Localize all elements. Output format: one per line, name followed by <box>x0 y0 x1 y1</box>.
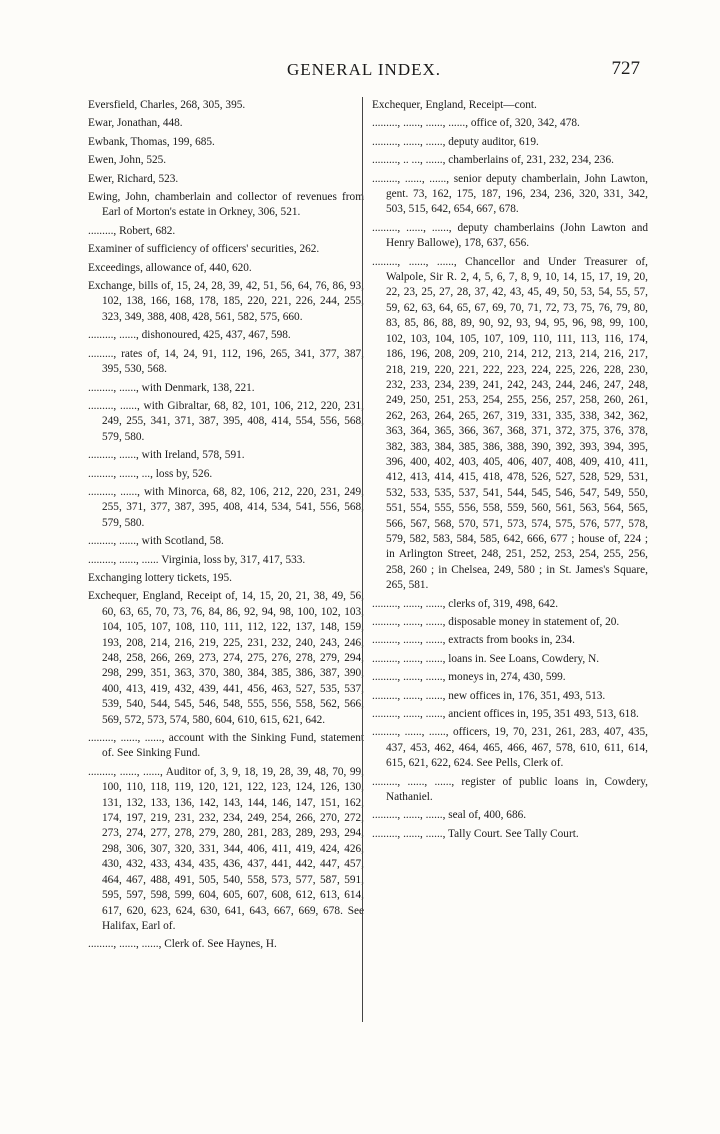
index-entry: Exceedings, allowance of, 440, 620. <box>88 261 252 274</box>
index-entry: ........., ......, with Ireland, 578, 591. <box>88 449 245 462</box>
index-entry: Exchequer, England, Receipt of, 14, 15, 20, 21, 38, 49, 56, 60, 63, 65, 70, 73, 76, 84, 86, 92, 94, 98, 100, 102, 103, 104, 105, 107, 108, 110, 111, 112, 122, 137, 148, 159, 193, 208, 214, 216, 219, 225, 231, 232, 240, 243, 246, 248, 258, 266, 269, 273, 274, 275, 276, 278, 279, 294, 298, 299, 351, 363, 370, 380, 384, 385, 386, 387, 390, 400, 413, 419, 432, 439, 441, 456, 463, 527, 535, 537, 539, 540, 544, 545, 546, 548, 555, 556, 558, 562, 566, 569, 572, 573, 574, 580, 604, 610, 615, 621, 642. <box>88 590 364 726</box>
index-entry: ........., ......, with Gibraltar, 68, 82, 101, 106, 212, 220, 231, 249, 255, 341, 371, 387, 395, 408, 414, 554, 556, 568, 579, 580. <box>88 399 364 443</box>
index-entry: ........., ......, ......, officers, 19, 70, 231, 261, 283, 407, 435, 437, 453, 462, 464, 465, 466, 467, 578, 610, 611, 614, 615, 621, 622, 624. See Pells, Clerk of. <box>372 726 648 770</box>
index-entry: ........., ......, ......, seal of, 400, 686. <box>372 809 527 822</box>
index-entry: ........., ......, ......, Chancellor and Under Treasurer of, Walpole, Sir R. 2, 4, 5, 6, 7, 8, 9, 10, 14, 15, 17, 19, 20, 22, 23, 25, 27, 28, 37, 42, 43, 45, 49, 50, 53, 54, 55, 57, 59, 62, 63, 64, 65, 67, 69, 70, 71, 72, 73, 75, 76, 79, 80, 83, 85, 86, 88, 89, 90, 92, 93, 94, 95, 96, 98, 99, 100, 102, 103, 104, 105, 107, 109, 110, 111, 113, 116, 174, 186, 196, 208, 209, 210, 214, 212, 213, 214, 216, 217, 218, 219, 220, 221, 222, 223, 224, 225, 226, 228, 230, 232, 233, 234, 239, 241, 242, 243, 244, 246, 247, 248, 249, 250, 251, 253, 254, 255, 256, 257, 258, 260, 261, 262, 263, 264, 265, 267, 319, 331, 335, 338, 342, 362, 363, 364, 365, 366, 367, 368, 371, 372, 375, 376, 378, 382, 383, 384, 385, 386, 388, 390, 392, 393, 394, 395, 396, 400, 402, 403, 405, 406, 407, 408, 409, 410, 411, 412, 413, 414, 415, 418, 478, 526, 527, 528, 529, 531, 532, 533, 535, 537, 541, 544, 545, 546, 547, 549, 550, 551, 554, 555, 556, 558, 559, 560, 561, 563, 564, 565, 566, 567, 568, 570, 571, 573, 574, 575, 576, 577, 578, 579, 582, 583, 584, 585, 642, 666, 677 ; house of, 224 ; in Arlington Street, 248, 251, 252, 253, 254, 255, 256, 258, 260 ; in Chelsea, 249, 580 ; in St. James's Square, 265, 581. <box>372 255 648 592</box>
index-entry: Examiner of sufficiency of officers' securities, 262. <box>88 243 320 256</box>
index-entry: ........., ......, ......, extracts from books in, 234. <box>372 634 576 647</box>
index-entry: ........., Robert, 682. <box>88 224 176 237</box>
index-entry: ........., ......, ......, ......, office of, 320, 342, 478. <box>372 117 580 130</box>
index-entry: Eversfield, Charles, 268, 305, 395. <box>88 99 246 111</box>
index-entry: Ewbank, Thomas, 199, 685. <box>88 135 215 148</box>
index-entry: ........., ......, ...... Virginia, loss by, 317, 417, 533. <box>88 553 306 566</box>
index-entry: ........., ......, ......, loans in. See Loans, Cowdery, N. <box>372 652 600 665</box>
index-entry: ........., ......, with Scotland, 58. <box>88 535 224 548</box>
index-entry: ........., .. ..., ......, chamberlains of, 231, 232, 234, 236. <box>372 154 614 167</box>
left-column <box>88 98 364 956</box>
index-entry: ........., ......, ......, moneys in, 274, 430, 599. <box>372 671 566 684</box>
index-entry: Ewer, Richard, 523. <box>88 172 179 185</box>
index-entry: Ewen, John, 525. <box>88 154 167 167</box>
index-entry: ........., ......, with Minorca, 68, 82, 106, 212, 220, 231, 249, 255, 371, 377, 387, 395, 408, 414, 534, 541, 556, 568, 579, 580. <box>88 485 364 529</box>
index-entry: ........., ......, ......, Clerk of. See Haynes, H. <box>88 938 277 951</box>
index-entry: ........., ......, ......, senior deputy chamberlain, John Lawton, gent. 73, 162, 175, 187, 196, 234, 236, 320, 331, 342, 503, 515, 642, 654, 667, 678. <box>372 172 648 216</box>
index-entry: ........., ......, ......, account with the Sinking Fund, statement of. See Sinking Fund. <box>88 732 364 760</box>
index-entry: ........., rates of, 14, 24, 91, 112, 196, 265, 341, 377, 387, 395, 530, 568. <box>88 347 364 376</box>
index-entry: ........., ......, ......, Tally Court. See Tally Court. <box>372 827 579 840</box>
index-entry: ........., ......, ......, disposable money in statement of, 20. <box>372 616 620 628</box>
index-entry: ........., ......, ......, deputy chamberlains (John Lawton and Henry Ballowe), 178, 637, 656. <box>372 221 648 250</box>
index-entry: ........., ......, ......, new offices in, 176, 351, 493, 513. <box>372 689 606 702</box>
running-title: GENERAL INDEX. <box>286 60 442 79</box>
index-entry: ........., ......, with Denmark, 138, 221. <box>88 381 255 394</box>
index-entry: Ewar, Jonathan, 448. <box>88 117 183 130</box>
page-number: 727 <box>611 58 640 79</box>
index-entry: ........., ......, ..., loss by, 526. <box>88 467 213 480</box>
index-entry: Exchange, bills of, 15, 24, 28, 39, 42, 51, 56, 64, 76, 86, 93, 102, 138, 166, 168, 178, 185, 220, 221, 226, 244, 255, 323, 349, 388, 408, 428, 561, 582, 575, 660. <box>88 280 364 323</box>
index-entry: ........., ......, dishonoured, 425, 437, 467, 598. <box>88 329 291 342</box>
index-entry: ........., ......, ......, clerks of, 319, 498, 642. <box>372 597 559 610</box>
index-entry: ........., ......, ......, deputy auditor, 619. <box>372 135 539 148</box>
page-header <box>88 60 640 84</box>
index-entry: Exchequer, England, Receipt—cont. <box>372 99 537 111</box>
index-entry: Exchanging lottery tickets, 195. <box>88 571 233 584</box>
index-entry: Ewing, John, chamberlain and collector of revenues from Earl of Morton's estate in Orkney, 306, 521. <box>88 191 364 219</box>
index-entry: ........., ......, ......, Auditor of, 3, 9, 18, 19, 28, 39, 48, 70, 99, 100, 110, 118, 119, 120, 121, 122, 123, 124, 126, 130, 131, 132, 133, 136, 142, 143, 144, 146, 147, 151, 162, 174, 197, 219, 231, 232, 234, 249, 254, 266, 270, 272, 273, 274, 277, 278, 279, 280, 281, 283, 289, 293, 294, 298, 306, 307, 320, 331, 344, 406, 411, 419, 424, 426, 430, 432, 433, 434, 435, 436, 437, 441, 442, 447, 457, 464, 467, 488, 491, 505, 540, 558, 573, 577, 587, 591, 595, 597, 598, 599, 604, 605, 607, 608, 612, 613, 614, 617, 620, 623, 624, 630, 641, 643, 667, 669, 678. See Halifax, Earl of. <box>88 765 364 932</box>
index-entry: ........., ......, ......, ancient offices in, 195, 351 493, 513, 618. <box>372 708 639 721</box>
column-divider <box>362 97 363 1022</box>
index-entry: ........., ......, ......, register of public loans in, Cowdery, Nathaniel. <box>372 775 648 804</box>
right-column <box>372 98 648 845</box>
